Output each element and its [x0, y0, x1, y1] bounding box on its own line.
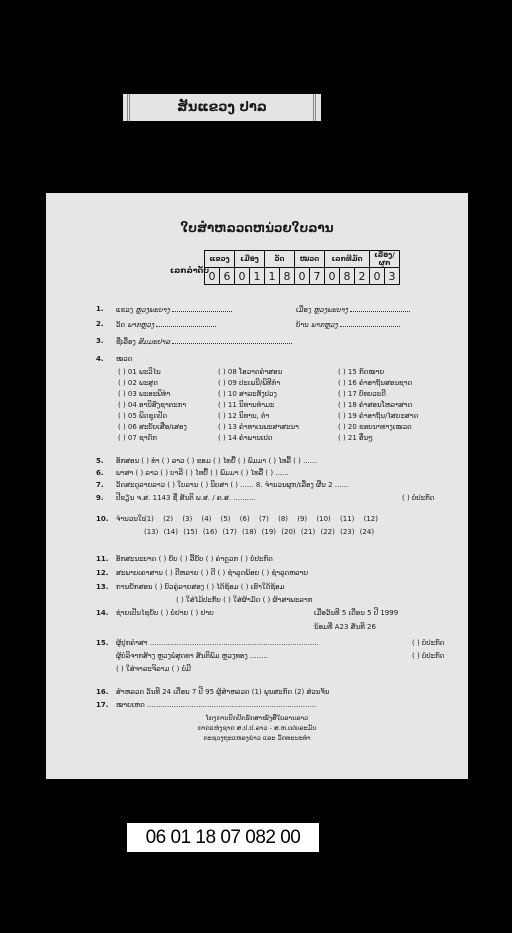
dotted-line [172, 337, 292, 344]
field-writing: ອັກສະນະບາດ ( ) ຍັບ ( ) ລີ້ຍັບ ( ) ຄ່າດຼວກ ( ) ບໍ່ປະກົດ [116, 555, 273, 563]
code-digit: 0 [325, 268, 340, 285]
field-number-16: 16. [96, 688, 109, 696]
category-item: ( ) 20 ຂອບນາທາງເໝວດ [338, 423, 412, 431]
leaf-count: (16) [202, 528, 218, 536]
leaf-count: (4) [201, 515, 212, 523]
leaf-count: (11) [340, 515, 355, 523]
leaf-count: (9) [297, 515, 308, 523]
code-header-temple: ວັດ [265, 251, 295, 268]
field-village-label: ບ້ານ [296, 321, 309, 329]
field-number-11: 11. [96, 555, 109, 563]
leaf-count: (12) [363, 515, 378, 523]
code-digit: 0 [235, 268, 250, 285]
leaf-count: (17) [222, 528, 237, 536]
form-footer [46, 713, 468, 743]
code-digit: 0 [205, 268, 220, 285]
leaf-count: (1) [144, 515, 154, 523]
field-scribe-not-found: ( ) ບໍ່ປະກົດ [412, 639, 445, 647]
category-item: ( ) 03 ພະອະພິທຳ [118, 390, 171, 398]
field-number-2: 2. [96, 320, 104, 328]
code-digit: 8 [340, 268, 355, 285]
field-scribe: ຜູ້ປູກຄຳສາ ............................................................................ [116, 639, 319, 647]
footer-line: ກະຊວງຖະແຫລງຂ່າວ ແລະ ວັດທະນະທຳ [203, 734, 311, 742]
field-number-13: 13. [96, 583, 109, 591]
field-number-15: 15. [96, 639, 109, 647]
category-item: ( ) 21 ອື່ນໆ [338, 434, 373, 442]
dotted-line [340, 320, 400, 327]
field-province [116, 305, 232, 314]
field-number-5: 5. [96, 457, 104, 465]
leaf-count-row-b [144, 528, 374, 536]
field-repair-extra: ( ) ໃສ່ໄມ້ປະກັບ ( ) ໃສ່ຜ້າມັດ ( ) ຜ້າສາພະລາກ [176, 596, 313, 604]
code-digit: 1 [250, 268, 265, 285]
code-digit: 8 [280, 268, 295, 285]
field-number-14: 14. [96, 609, 109, 617]
code-digit: 0 [295, 268, 310, 285]
category-item: ( ) 15 ກົດໝາຍ [338, 368, 385, 376]
category-item: ( ) 19 ຄຳອາຖັນ/ໄສຍະສາດ [338, 412, 419, 420]
leaf-count: (20) [281, 528, 296, 536]
category-item: ( ) 14 ຄຳພານເປດ [218, 434, 273, 442]
field-temple [116, 320, 216, 329]
category-item: ( ) 02 ພະສູດ [118, 379, 158, 387]
code-header-category: ໝວດ [295, 251, 325, 268]
leaf-count: (24) [359, 528, 375, 536]
field-temple-value: ພາກຫຼວງ [127, 321, 155, 329]
leaf-count-row-a [144, 515, 378, 523]
field-number-9: 9. [96, 494, 104, 502]
category-item: ( ) 10 ສາລະທັງປວງ [218, 390, 277, 398]
leaf-count: (3) [182, 515, 193, 523]
category-item: ( ) 05 ພິດຊຸດປັດ [118, 412, 168, 420]
leaf-count: (19) [261, 528, 277, 536]
leaf-count: (22) [320, 528, 335, 536]
code-digit: 3 [385, 268, 400, 285]
field-condition: ສະພາບເຄາສານ ( ) ດີຫລາຍ ( ) ດີ ( ) ຊຳລຸດພ້ອຍ ( ) ຊຳລຸດຫລາຍ [116, 569, 309, 577]
code-header-province: ແຂວງ [205, 251, 235, 268]
category-item: ( ) 01 ພະວິໄນ [118, 368, 161, 376]
category-item: ( ) 08 ໂອວາດຄຳສອນ [218, 368, 283, 376]
field-number-17: 17. [96, 701, 109, 709]
leaf-count: (23) [340, 528, 355, 536]
code-header-fascicle: ເລື່ອງ/ຜູກ [370, 251, 400, 268]
code-digit-row [205, 268, 400, 285]
field-province-value: ຫຼວງພະບາງ [135, 306, 170, 314]
field-title [116, 337, 292, 346]
code-digit: 7 [310, 268, 325, 285]
code-digit: 2 [355, 268, 370, 285]
field-title-label: ຊື່ເລື່ອງ [116, 338, 136, 346]
field-number-4: 4. [96, 355, 104, 363]
field-donor: ຜູ້ບໍລິຈາກສ້າງ ຫຼວງພໍ່ສຸດທາ ສັນຕິພົມ ຫຼວງທອງ ........ [116, 652, 268, 660]
field-district [296, 305, 410, 314]
leaf-count: (14) [163, 528, 178, 536]
survey-form [46, 193, 468, 779]
field-temple-label: ວັດ [116, 321, 126, 329]
field-province-label: ແຂວງ [116, 306, 134, 314]
header-label [123, 94, 321, 121]
leaf-count: (2) [163, 515, 174, 523]
field-microfilm: ຊ່າຍເປັນໄຊຍັບ ( ) ບໍ່ຢາຍ ( ) ຢາຍ [116, 609, 214, 617]
header-label-text: ສັນແຂວງ ປາລ [177, 100, 267, 115]
archive-number-label: 06 01 18 07 082 00 [127, 823, 319, 852]
leaf-count: (6) [239, 515, 250, 523]
leaf-count: (21) [300, 528, 316, 536]
field-survey-date: ສຳຫລວດ ວັນທີ 24 ເດືອນ 7 ປີ 95 ຜູ້ສຳຫລວດ (1) ພຸນສະກົດ (2) ສ່ວນຈັນ [116, 688, 330, 696]
footer-line: ໂຄງການປົກປັກຮັກສາໜັງສືໃບລານລາວ [205, 714, 309, 722]
leaf-count: (18) [242, 528, 257, 536]
code-digit: 0 [370, 268, 385, 285]
field-number-1: 1. [96, 305, 104, 313]
field-script: ອັກສອນ ( ) ທຳ ( ) ລາວ ( ) ຂອມ ( ) ໄທຍື້ ( ) ພົມມາ ( ) ໄທລື້ ( ) ...... [116, 457, 317, 465]
dotted-line [350, 305, 410, 312]
leaf-count: (7) [258, 515, 269, 523]
field-district-value: ຫຼວງພະບາງ [313, 306, 348, 314]
field-repair: ການຍັກສອນ ( ) ບົວຄູ່ລາຍສອງ ( ) ໄດ້ຊ້ອມ ( ) ເຮົາໃດ້ຊ້ອມ [116, 583, 285, 591]
field-year-not-found: ( ) ບໍ່ປະກົດ [402, 494, 435, 502]
field-donor-not-found: ( ) ບໍ່ປະກົດ [412, 652, 445, 660]
code-header-bundle: ເລກທີມັດ [325, 251, 370, 268]
field-number-7: 7. [96, 481, 104, 489]
field-number-6: 6. [96, 469, 104, 477]
field-number-3: 3. [96, 337, 104, 345]
code-digit: 1 [265, 268, 280, 285]
category-item: ( ) 16 ຄຳອາຖັນສອນຊາດ [338, 379, 413, 387]
field-microfilm-date: ເມື່ອວັນທີ 5 ເດືອນ 5 ປີ 1999 [314, 609, 399, 617]
field-district-label: ເມືອງ [296, 306, 312, 314]
field-number-10: 10. [96, 515, 109, 523]
code-table [204, 250, 400, 285]
category-item: ( ) 06 ສະບັບເສືອ/ເສອງ [118, 423, 187, 431]
field-language: ພາສາ ( ) ລາວ ( ) ບາລີ ( ) ໄທຍື້ ( ) ພົມມາ ( ) ໄທລື້ ( ) ...... [116, 469, 289, 477]
field-remarks: ໝາຍເຫດ ............................................................................ [116, 701, 317, 709]
dotted-line [156, 320, 216, 327]
header-label-left-hatch [127, 94, 131, 121]
form-title: ໃບສຳຫລວດຫນ່ວຍໃບລານ [180, 221, 334, 235]
category-item: ( ) 09 ປະເພນີ/ພິທີກຳ [218, 379, 281, 387]
field-year: ປີຂຽນ ຈ.ສ. 1143 ຊື່ ສັນຕິ ພ.ສ. / ຄ.ສ. .......... [116, 494, 256, 502]
field-number-12: 12. [96, 569, 109, 577]
leaf-count: (13) [144, 528, 159, 536]
field-title-value: ສົມມະປາລ [138, 338, 170, 346]
leaf-count: (10) [316, 515, 331, 523]
field-material: ວັດສະດຸລາຍລາວ ( ) ໃບລານ ( ) ນິບສາ ( ) ...... 8. ຈຳນວນຜູກ/ເລື່ອງ ຜືນ 2 ...... [116, 481, 349, 489]
category-item: ( ) 18 ຄຳສອນໂຫລາສາດ [338, 401, 413, 409]
field-village [296, 320, 400, 329]
category-item: ( ) 04 ອານິສົງຊາຕະກາ [118, 401, 187, 409]
category-item: ( ) 17 ບົທບວະດີ [338, 390, 386, 398]
leaf-count: (5) [220, 515, 231, 523]
category-item: ( ) 12 ນິທານ, ຕຳ [218, 412, 270, 420]
field-microfilm-roll: ນ້ອມທີ່ A23 ສັນທີ 26 [314, 623, 376, 631]
leaf-count: (8) [278, 515, 289, 523]
field-village-value: ພາກຫຼວງ [311, 321, 338, 329]
leaf-count: (15) [183, 528, 198, 536]
field-colophon: ( ) ໃສ່ຈາລະຈິລາມ ( ) ບໍ່ມີ [116, 665, 191, 673]
category-item: ( ) 11 ນິທານທຳມະ [218, 401, 275, 409]
category-item-selected: ( ) 07 ຊາດົກ [118, 434, 157, 442]
category-item: ( ) 13 ຄຳທາເນພະສາສະນາ [218, 423, 299, 431]
header-label-right-hatch [313, 94, 317, 121]
code-header-district: ເມືອງ [235, 251, 265, 268]
code-label: ເລກລຳດັບ [170, 266, 210, 275]
code-header-row [205, 251, 400, 268]
field-category-label: ໝວດ [116, 355, 133, 363]
footer-line: ກາດແຫ່ງຊາດ ສ.ປ.ປ.ລາວ - ສ.ຫ.ເຢຍລະມັນ [197, 724, 317, 732]
field-leaf-count-label: ຈຳນວນໃບ [116, 515, 147, 523]
dotted-line [172, 305, 232, 312]
code-digit: 6 [220, 268, 235, 285]
